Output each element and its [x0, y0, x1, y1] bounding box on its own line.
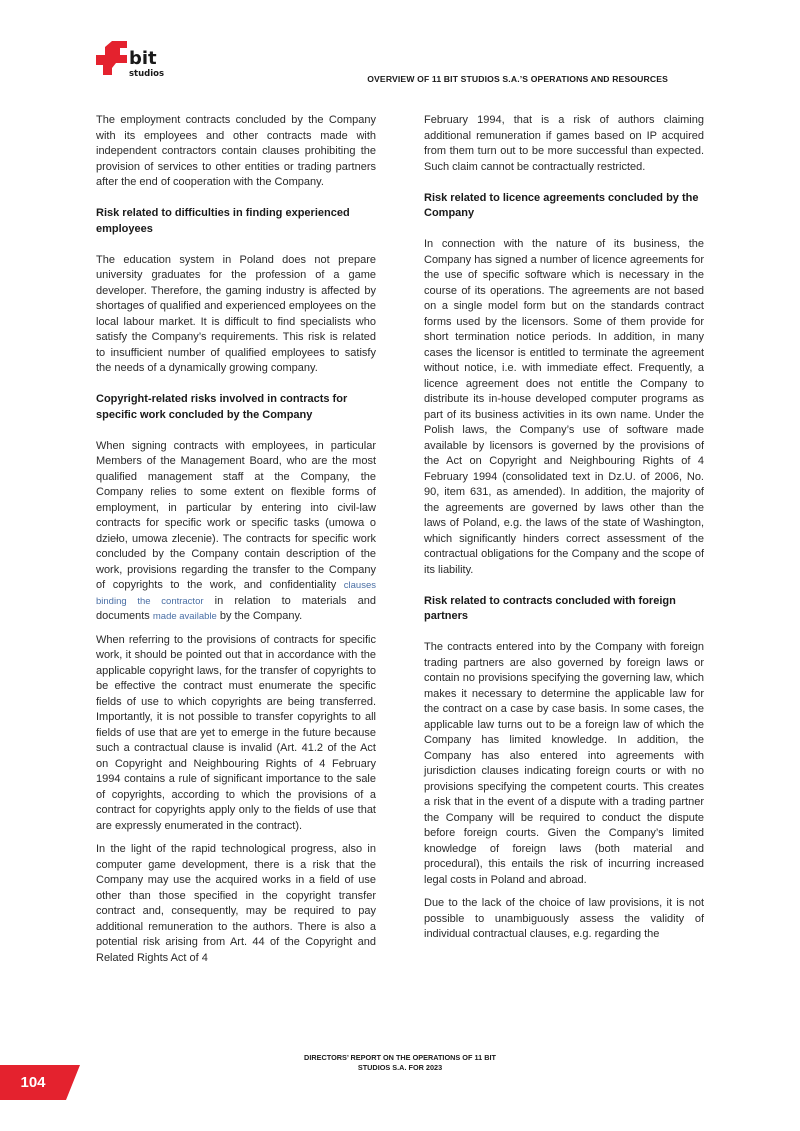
section-heading: Risk related to difficulties in finding experienced employees	[96, 207, 350, 235]
footer-line: STUDIOS S.A. FOR 2023	[357, 1063, 443, 1072]
text-run: When signing contracts with employees, in particular Members of the Management Board, who are the most qualified management staff at the Company, the Company relies to some extent on flexible forms of employment, in particular by entering into civil-law contracts for specific work or specific tasks (umowa o dzieło, umowa zlecenie). The contracts for specific work concluded by the Company contain description of the work, provisions regarding the transfer to the Company of copyrights to the work, and confidentiality	[96, 439, 376, 591]
svg-text:bit: bit	[129, 48, 157, 69]
paragraph: Due to the lack of the choice of law provisions, it is not possible to unambiguously assess the validity of individual contractual clauses, e.g. regarding the	[424, 897, 704, 940]
footer-line: DIRECTORS’ REPORT ON THE OPERATIONS OF 11 BIT	[304, 1053, 496, 1062]
paragraph: When referring to the provisions of contracts for specific work, it should be pointed out that in accordance with the applicable copyright laws, for the transfer of copyrights to be effective the contract must enumerate the specific fields of use to which copyrights are being transferred. Importantly, it is not possible to transfer copyrights to all fields of use that are yet to emerge in the future because such a contractual clause is invalid (Art. 41.2 of the Act on Copyright and Neighbouring Rights of 4 February 1994 contains a rule of significant importance to the sale of copyrights, according to which the provisions of a contract for copyrights apply only to the fields of use that are expressly enumerated in the contract).	[96, 633, 376, 832]
text-run: in relation to materials and documents	[96, 594, 376, 622]
paragraph: The contracts entered into by the Company with foreign trading partners are also governed by foreign laws or contain no provisions specifying the governing law, which makes it necessary to determine the applicable law for the contract on a case by case basis. In some cases, the applicable law turns out to be a foreign law of which the Company has limited knowledge. In addition, the Company has also entered into agreements with jurisdiction clauses indicating foreign courts or with no provisions specifying the competent courts. This creates a risk that in the event of a dispute with a trading partner the Company will be required to conduct the dispute before foreign courts. Given the Company’s limited knowledge of foreign laws (both material and procedural), this entails the risk of incurring increased legal costs in Poland and abroad.	[424, 641, 704, 886]
paragraph: In connection with the nature of its business, the Company has signed a number of licence agreements for the use of specific software which is necessary in the course of its operations. The agreements are not based on a single model form but on the standards contract forms used by the licensors. Some of them provide for short termination notice periods. In addition, in many cases the licensor is entitled to terminate the agreement without notice, i.e. with immediate effect. Frequently, a licence agreement does not entitle the Company to distribute its in-house developed computer programs as part of its business activities in its own name. Under the Polish laws, the Company’s use of software made available by licensors is governed by the provisions of the Act on Copyright and Neighbouring Rights of 4 February 1994 (consolidated text in Dz.U. of 2006, No. 90, item 631, as amended). In addition, the majority of the agreements are governed by laws other than the laws of Poland, e.g. the laws of the state of Washington, which significantly hinders correct assessment of the contractual obligations for the Company and the scope of its liability.	[424, 238, 704, 576]
right-column	[424, 113, 704, 951]
page-number: 104	[20, 1074, 46, 1091]
paragraph: February 1994, that is a risk of authors claiming additional remuneration if games based on IP acquired from them turn out to be more successful than expected. Such claim cannot be contractually restricted.	[424, 114, 704, 173]
left-column	[96, 113, 376, 974]
section-heading: Copyright-related risks involved in contracts for specific work concluded by the Company	[96, 393, 348, 421]
svg-text:studios: studios	[129, 69, 165, 79]
paragraph: The employment contracts concluded by the Company with its employees and other contracts made with independent contractors contain clauses prohibiting the provision of services to other entities or trading partners after the end of cooperation with the Company.	[96, 114, 376, 188]
section-heading: Risk related to licence agreements concluded by the Company	[424, 191, 699, 219]
running-header: OVERVIEW OF 11 BIT STUDIOS S.A.’S OPERATIONS AND RESOURCES	[367, 74, 668, 84]
link-made-available[interactable]: made available	[152, 611, 217, 622]
paragraph-with-links	[96, 439, 376, 625]
link-clauses-binding-contractor[interactable]: clauses binding the contractor	[96, 580, 376, 607]
paragraph: The education system in Poland does not prepare university graduates for the profession of a game developer. Therefore, the gaming industry is affected by shortages of qualified and experienced employees on the local labour market. It is difficult to find specialists who satisfy the Company’s requirements. This risk is related to insufficient number of qualified employees to satisfy the needs of a dynamically growing company.	[96, 253, 376, 374]
company-logo	[96, 41, 170, 83]
paragraph: In the light of the rapid technological progress, also in computer game development, there is a risk that the Company may use the acquired works in a field of use other than those specified in the copyright transfer contract and, consequently, may be required to pay additional remuneration to the authors. There is also a potential risk arising from Art. 44 of the Copyright and Related Rights Act of 4	[96, 843, 376, 964]
section-heading: Risk related to contracts concluded with foreign partners	[424, 594, 676, 622]
running-footer	[250, 1053, 550, 1073]
text-run: by the Company.	[219, 610, 303, 622]
